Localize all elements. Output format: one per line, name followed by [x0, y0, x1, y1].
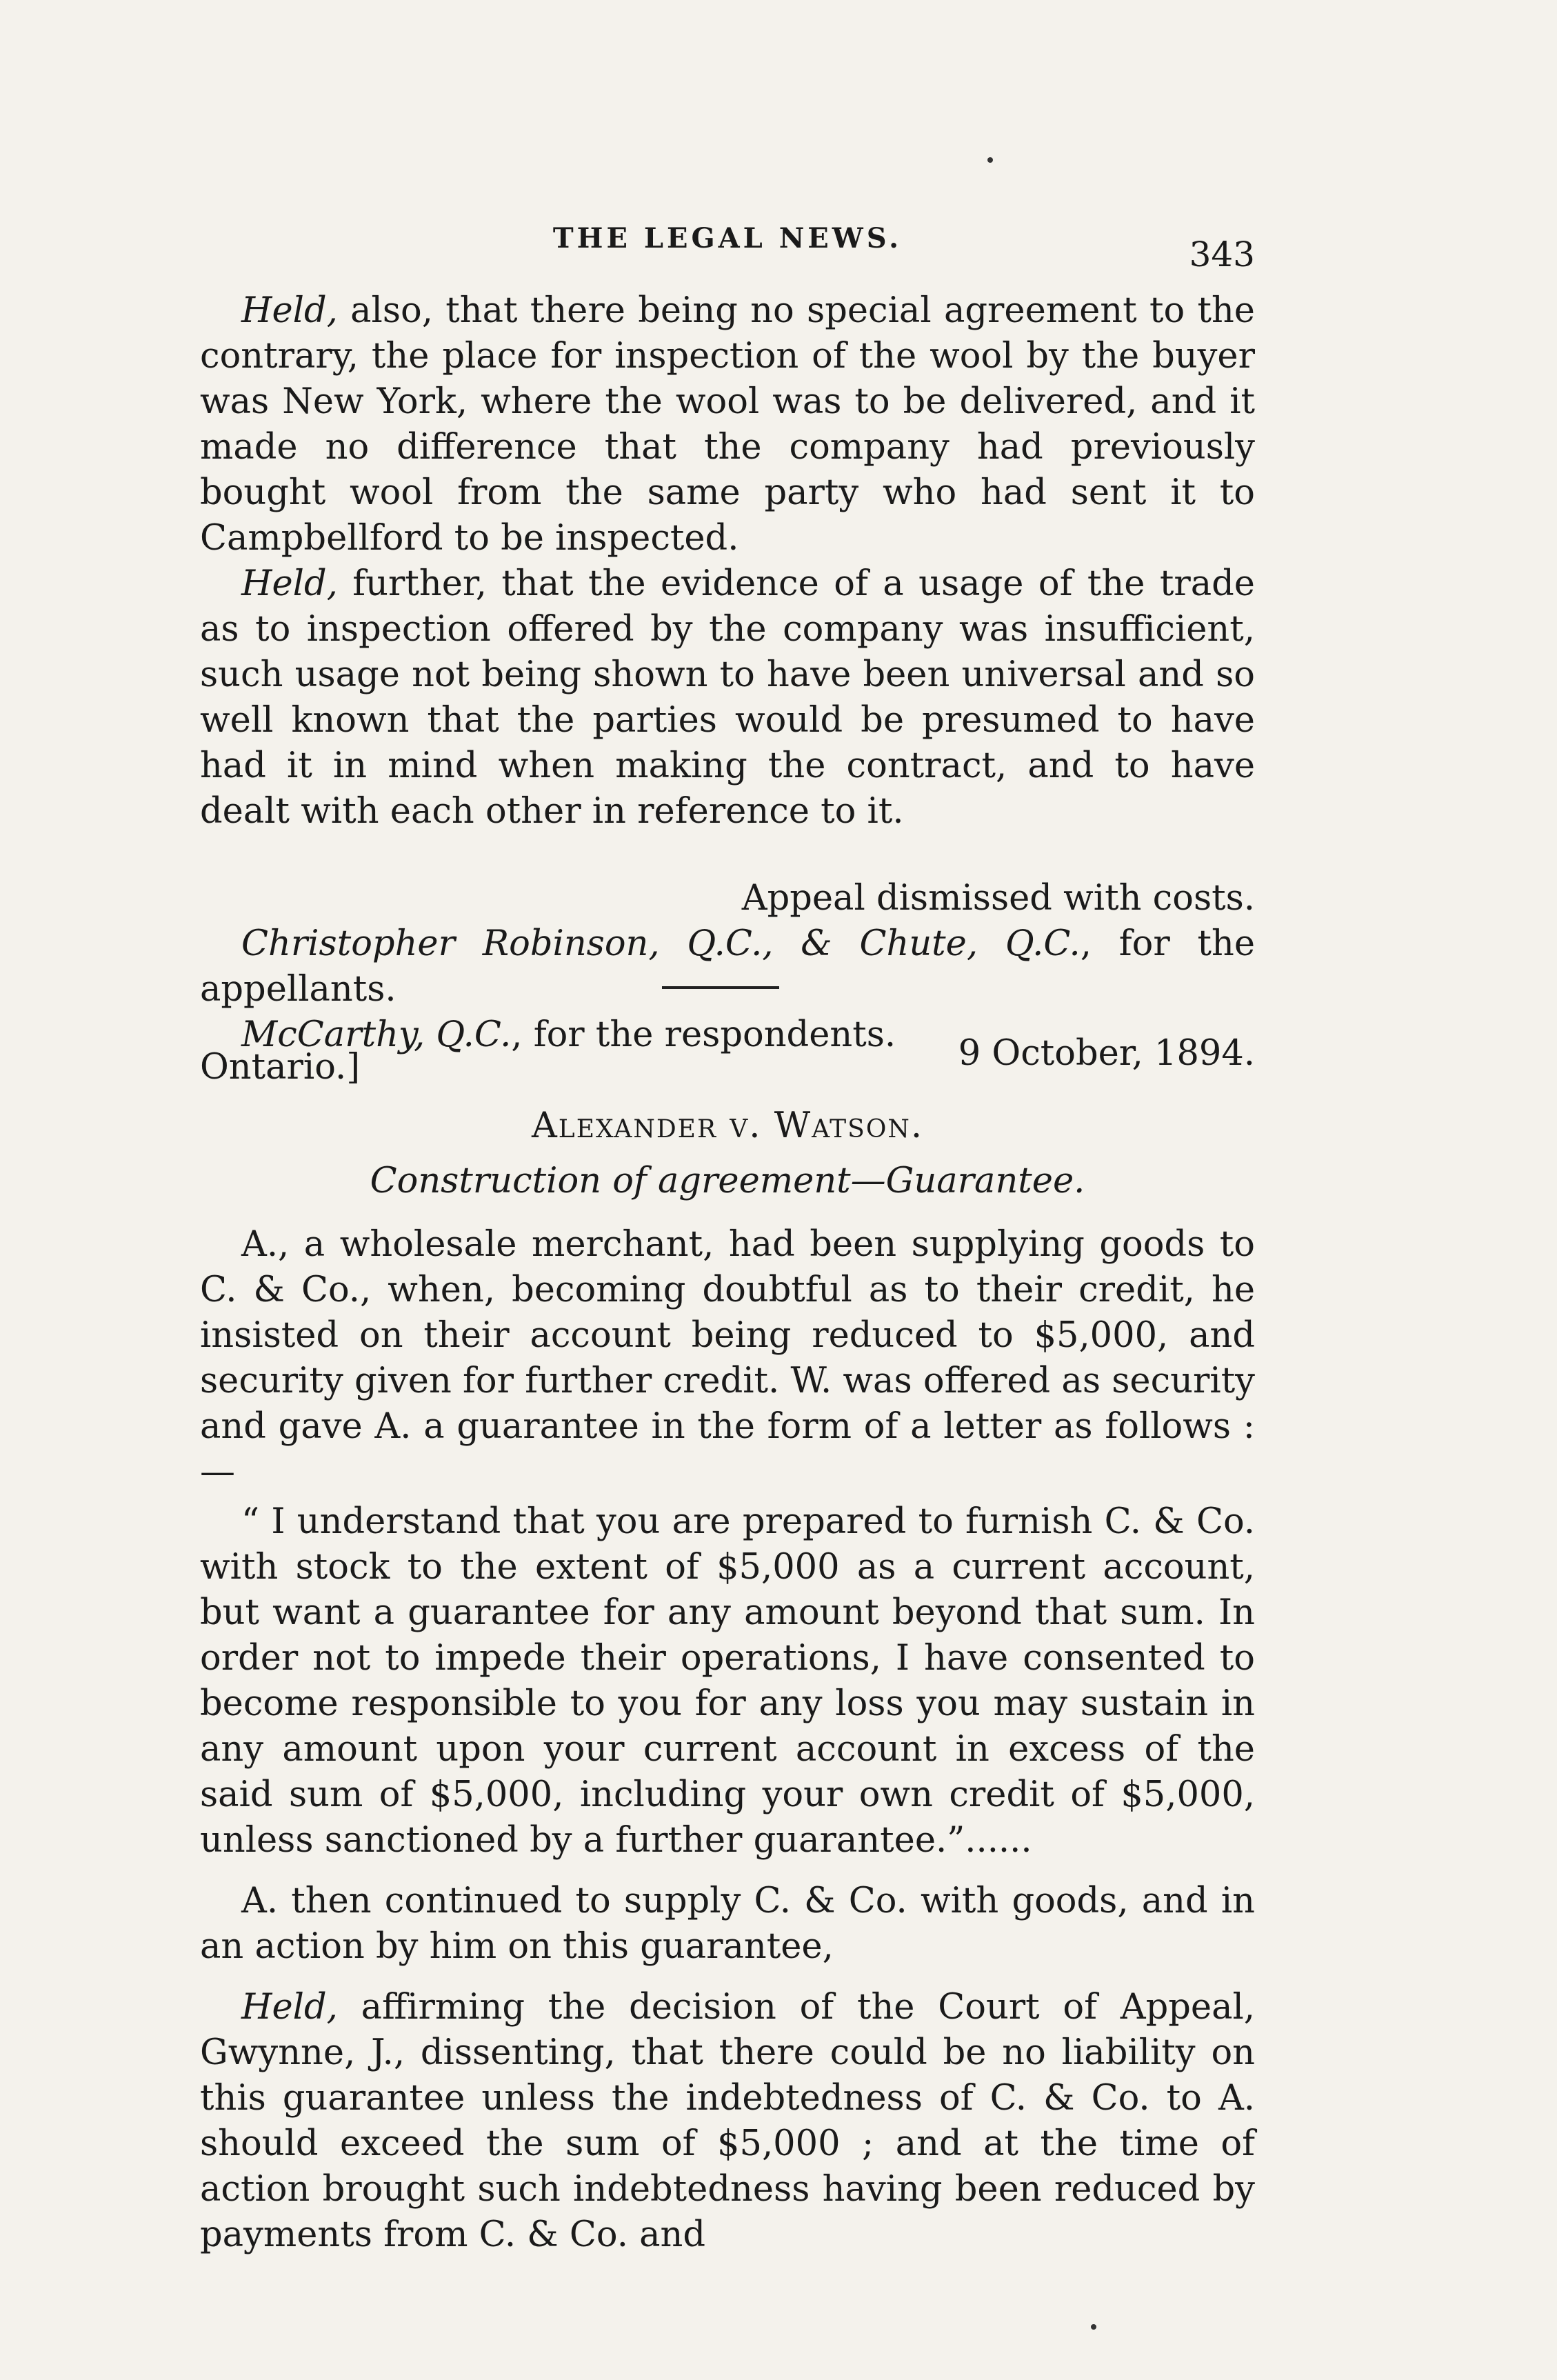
speck-mark — [1091, 2324, 1096, 2330]
held-label: Held, — [241, 1987, 338, 2028]
section-divider — [662, 986, 779, 989]
case-title: Alexander v. Watson. — [531, 1106, 924, 1146]
counsel-role: , for the appellants. — [200, 923, 1256, 1010]
held-paragraph-2 — [200, 561, 1255, 834]
counsel-names: Christopher Robinson, Q.C., & Chute, Q.C. — [241, 923, 1081, 964]
decision-date: 9 October, 1894. — [958, 1033, 1255, 1074]
section-alexander-v-watson — [200, 1103, 1255, 2258]
counsel-names: McCarthy, Q.C. — [241, 1014, 512, 1055]
holding-text: affirming the decision of the Court of Appeal, Gwynne, J., dissenting, that there could be no liability on this guarantee unless the indebtedness of C. & Co. to A. should exceed the sum of $5,000 ; and at the time of action brought such indebtedness having been reduced by payments from C. & Co. and — [200, 1987, 1255, 2255]
running-title: THE LEGAL NEWS. — [552, 222, 903, 254]
disposition: Appeal dismissed with costs. — [741, 878, 1255, 919]
case-subject: Construction of agreement—Guarantee. — [370, 1161, 1085, 1201]
holding-paragraph — [200, 1985, 1255, 2258]
guarantee-letter: “ I understand that you are prepared to furnish C. & Co. with stock to the extent of $5,000 as a current account, but want a guarantee for any amount beyond that sum. In order not to impede their operations, I have consented to become responsible to you for any loss you may sustain in any amount upon your current account in excess of the said sum of $5,000, including your own credit of $5,000, unless sanctioned by a further guarantee.”...... — [200, 1501, 1255, 1861]
section-case-header — [200, 1031, 1255, 1088]
held-paragraph-1 — [200, 288, 1255, 561]
action-paragraph: A. then continued to supply C. & Co. with goods, and in an action by him on this guarantee, — [200, 1881, 1255, 1967]
facts-paragraph: A., a wholesale merchant, had been supplying goods to C. & Co., when, becoming doubtful as to their credit, he insisted on their account being reduced to $5,000, and security given for further credit. W. was offered as security and gave A. a guarantee in the form of a letter as follows :— — [200, 1224, 1255, 1492]
page-number: 343 — [1189, 234, 1255, 274]
counsel-role: , for the respondents. — [511, 1014, 896, 1055]
held-text: further, that the evidence of a usage of the trade as to inspection offered by the company was insufficient, such usage not being shown to have been universal and so well known that the parties would be presumed to have had it in mind when making the contract, and to have dealt with each other in reference to it. — [200, 563, 1255, 832]
counsel-appellants — [200, 921, 1255, 1012]
speck-mark — [987, 157, 993, 163]
section-previous-case — [200, 288, 1255, 1058]
province: Ontario.] — [200, 1047, 361, 1088]
held-label: Held, — [241, 563, 338, 604]
held-text: also, that there being no special agreement to the contrary, the place for inspection of the wool by the buyer was New York, where the wool was to be delivered, and it made no difference that the company had previously bought wool from the same party who had sent it to Campbellford to be inspected. — [200, 290, 1255, 559]
running-head — [200, 222, 1255, 274]
held-label: Held, — [241, 290, 338, 331]
